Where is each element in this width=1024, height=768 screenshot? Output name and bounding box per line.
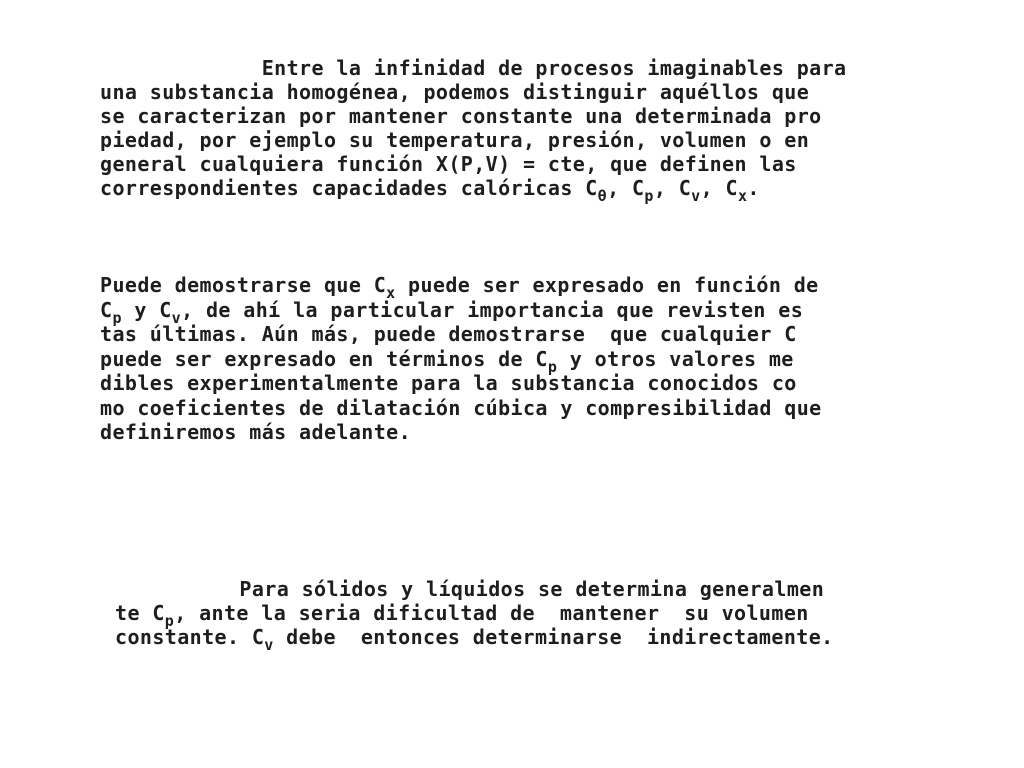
text-run: una substancia homogénea, podemos distinguir aquéllos que — [100, 80, 810, 104]
text-line — [100, 346, 822, 376]
subscript: p — [164, 612, 175, 630]
text-line — [100, 297, 822, 327]
text-line — [100, 152, 846, 176]
paragraph-1 — [100, 56, 847, 205]
text-run: dibles experimentalmente para la substancia conocidos co — [100, 371, 797, 395]
text-run: te C — [115, 601, 165, 625]
text-run: Para sólidos y líquidos se determina generalmen — [115, 577, 825, 601]
text-run: mo coeficientes de dilatación cúbica y compresibilidad que — [100, 395, 822, 420]
paragraph-3 — [115, 577, 834, 654]
text-line — [115, 601, 834, 630]
text-run: se caracterizan por mantener constante una determinada pro — [100, 104, 822, 128]
text-line — [100, 128, 846, 152]
text-run: Puede demostrarse que C — [100, 273, 387, 297]
text-run: correspondientes capacidades calóricas C — [100, 176, 598, 200]
subscript: v — [691, 187, 701, 205]
text-run: debe entonces determinarse indirectamente. — [273, 625, 834, 649]
text-run: , C — [653, 176, 692, 200]
text-line — [100, 371, 822, 396]
text-run: Entre la infinidad de procesos imaginables para — [100, 56, 847, 80]
text-run: puede ser expresado en función de — [395, 273, 819, 297]
subscript: x — [737, 187, 748, 205]
text-line — [100, 396, 822, 421]
subscript: p — [112, 308, 122, 327]
text-run: , C — [607, 176, 645, 200]
text-line — [100, 420, 822, 445]
subscript: v — [264, 636, 274, 654]
text-line — [100, 104, 846, 128]
subscript: p — [547, 357, 558, 376]
text-line — [100, 322, 822, 347]
text-line — [100, 273, 822, 302]
text-run: definiremos más adelante. — [100, 420, 412, 444]
text-run: , C — [700, 176, 738, 200]
text-line — [100, 80, 846, 104]
text-run: tas últimas. Aún más, puede demostrarse que cualquier C — [100, 322, 797, 346]
text-run: , ante la seria dificultad de mantener su volumen — [174, 601, 809, 625]
subscript: v — [171, 308, 182, 327]
text-line — [100, 176, 846, 205]
text-run: puede ser expresado en términos de C — [100, 346, 548, 371]
text-line — [115, 577, 834, 601]
text-run: y C — [121, 297, 172, 322]
subscript: θ — [597, 187, 608, 205]
text-run: , de ahí la particular importancia que revisten es — [181, 297, 804, 322]
paragraph-2 — [100, 273, 822, 445]
text-run: piedad, por ejemplo su temperatura, presión, volumen o en — [100, 128, 810, 152]
subscript: p — [644, 187, 654, 205]
subscript: x — [386, 284, 396, 302]
text-run: constante. C — [115, 625, 265, 649]
text-run: y otros valores me — [557, 346, 794, 371]
text-run: . — [747, 176, 760, 200]
text-line — [100, 56, 846, 80]
text-run: general cualquiera función X(P,V) = cte, que definen las — [100, 152, 797, 176]
text-line — [115, 625, 834, 654]
text-run: C — [100, 297, 113, 322]
